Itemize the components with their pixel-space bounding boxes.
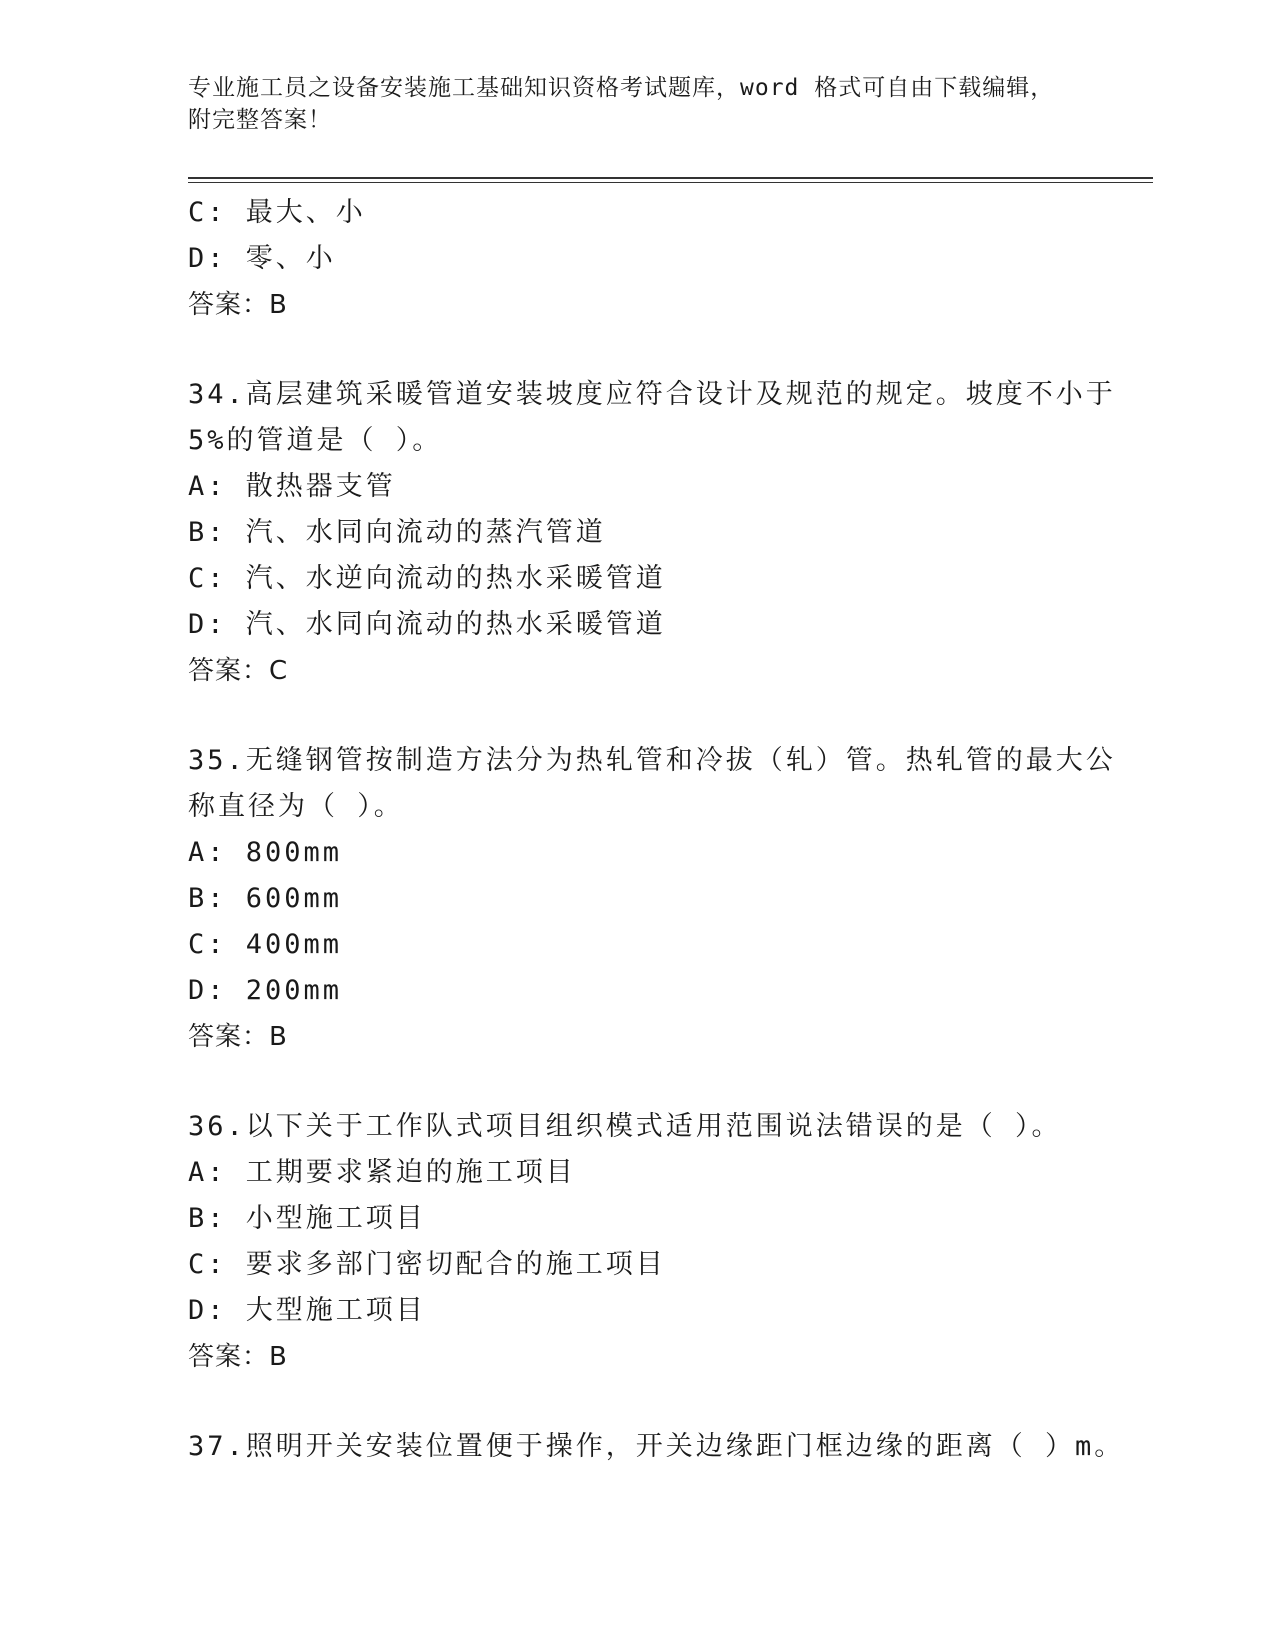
header-line-1: 专业施工员之设备安装施工基础知识资格考试题库，word 格式可自由下载编辑， [188, 75, 1055, 101]
option-a: A: 800mm [188, 837, 343, 868]
question-stem: 34.高层建筑采暖管道安装坡度应符合设计及规范的规定。坡度不小于 [188, 379, 1116, 410]
document-header [188, 72, 1068, 136]
answer-line: 答案：B [188, 290, 288, 320]
option-b: B: 600mm [188, 883, 343, 914]
prev-question-tail [188, 190, 1088, 328]
question-stem: 35.无缝钢管按制造方法分为热轧管和冷拔（轧）管。热轧管的最大公 [188, 745, 1116, 776]
question-stem: 37.照明开关安装位置便于操作，开关边缘距门框边缘的距离（ ）m。 [188, 1431, 1125, 1462]
option-c: C: 汽、水逆向流动的热水采暖管道 [188, 563, 666, 594]
option-d: D: 零、小 [188, 243, 336, 274]
question-36 [188, 1104, 1088, 1380]
option-d: D: 200mm [188, 975, 343, 1006]
question-list [188, 190, 1125, 1470]
question-35 [188, 738, 1116, 1060]
option-d: D: 大型施工项目 [188, 1295, 426, 1326]
answer-line: 答案：C [188, 656, 289, 686]
option-c: C: 要求多部门密切配合的施工项目 [188, 1249, 666, 1280]
question-stem: 5%的管道是（ ）。 [188, 425, 443, 456]
question-stem: 36.以下关于工作队式项目组织模式适用范围说法错误的是（ ）。 [188, 1111, 1062, 1142]
option-d: D: 汽、水同向流动的热水采暖管道 [188, 609, 666, 640]
question-stem: 称直径为（ ）。 [188, 791, 404, 822]
answer-line: 答案：B [188, 1342, 288, 1372]
option-a: A: 散热器支管 [188, 471, 396, 502]
question-37 [188, 1424, 1125, 1470]
option-b: B: 小型施工项目 [188, 1203, 426, 1234]
option-c: C: 400mm [188, 929, 343, 960]
header-line-2: 附完整答案！ [188, 107, 332, 133]
question-34 [188, 372, 1116, 694]
header-divider [188, 177, 1153, 183]
option-c: C: 最大、小 [188, 197, 366, 228]
option-a: A: 工期要求紧迫的施工项目 [188, 1157, 576, 1188]
option-b: B: 汽、水同向流动的蒸汽管道 [188, 517, 606, 548]
answer-line: 答案：B [188, 1022, 288, 1052]
